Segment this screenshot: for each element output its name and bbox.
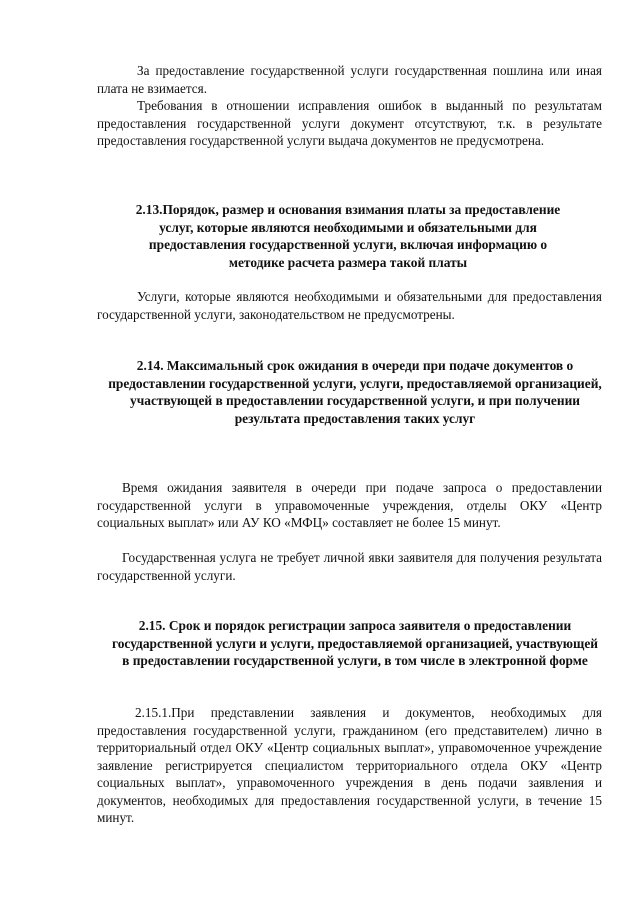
heading-2-13: 2.13.Порядок, размер и основания взимания платы за предоставление услуг, которые являются необходимыми и обязательными для предоставления государственной услуги, включая информацию о методике расчета размера такой платы	[135, 202, 561, 270]
paragraph-waiting-time: Время ожидания заявителя в очереди при подаче запроса о предоставлении государственной услуги в управомоченные учреждения, отделы ОКУ «Центр социальных выплат» или АУ КО «МФЦ» составляет не более 15 минут.	[97, 480, 602, 530]
paragraph-registration: 2.15.1.При представлении заявления и документов, необходимых для предоставления государственной услуги, гражданином (его представителем) лично в территориальный отдел ОКУ «Центр социальных выплат», управомоченное учреждение заявление регистрируется специалистом территориального отдела ОКУ «Центр социальных выплат», управомоченного учреждения в день подачи заявления и документов, необходимых для предоставления государственной услуги, в течение 15 минут.	[97, 705, 602, 825]
paragraph-personal-appearance: Государственная услуга не требует личной явки заявителя для получения результата государственной услуги.	[97, 550, 602, 583]
heading-2-14: 2.14. Максимальный срок ожидания в очереди при подаче документов о предоставлении государственной услуги, услуги, предоставляемой организацией, участвующей в предоставлении государственной услуги, и при получении результата предоставления таких услуг	[108, 358, 602, 426]
paragraph-fee: За предоставление государственной услуги государственная пошлина или иная плата не взимается.	[97, 63, 602, 96]
paragraph-necessary-services: Услуги, которые являются необходимыми и обязательными для предоставления государственной услуги, законодательством не предусмотрены.	[97, 289, 602, 322]
heading-2-15: 2.15. Срок и порядок регистрации запроса заявителя о предоставлении государственной услуги и услуги, предоставляемой организацией, участвующей в предоставлении государственной услуги, в том числе в электронной форме	[111, 618, 598, 668]
paragraph-correction-requirements: Требования в отношении исправления ошибок в выданный по результатам предоставления государственной услуги документ отсутствуют, т.к. в результате предоставления государственной услуги выдача документов не предусмотрена.	[97, 98, 602, 148]
